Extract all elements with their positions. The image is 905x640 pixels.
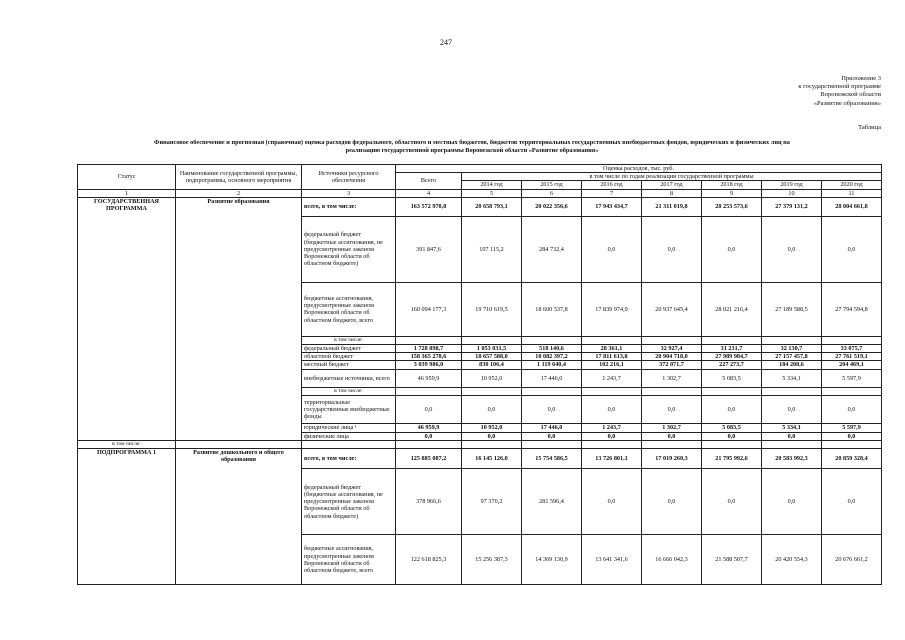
header-year: 2015 год (522, 181, 582, 189)
value-cell: 27 794 594,8 (822, 282, 882, 336)
empty-cell (396, 336, 462, 344)
header-year: 2014 год (462, 181, 522, 189)
value-cell: 830 106,4 (462, 361, 522, 369)
value-cell: 163 572 970,8 (396, 197, 462, 216)
source-cell: бюджетные ассигнования, предусмотренные законом Воронежской области об областном бюджете, всего (302, 282, 396, 336)
value-cell: 15 754 586,5 (522, 449, 582, 469)
value-cell: 0,0 (762, 395, 822, 423)
source-cell: федеральный бюджет (302, 345, 396, 353)
program-status: ГОСУДАРСТВЕННАЯ ПРОГРАММА (78, 197, 176, 440)
value-cell: 20 420 554,3 (762, 535, 822, 585)
source-cell: бюджетные ассигнования, предусмотренные законом Воронежской области об областном бюджете, всего (302, 535, 396, 585)
value-cell: 0,0 (462, 432, 522, 440)
empty-cell (396, 441, 462, 449)
value-cell: 5 597,9 (822, 369, 882, 387)
source-cell: федеральный бюджет (бюджетные ассигнования, не предусмотренные законом Воронежской области об областном бюджете) (302, 216, 396, 282)
header-year: 2019 год (762, 181, 822, 189)
value-cell: 5 334,1 (762, 423, 822, 432)
value-cell: 17 839 974,9 (582, 282, 642, 336)
value-cell: 13 641 341,6 (582, 535, 642, 585)
empty-cell (642, 441, 702, 449)
value-cell: 17 811 613,8 (582, 353, 642, 361)
value-cell: 20 022 356,6 (522, 197, 582, 216)
empty-cell (702, 441, 762, 449)
value-cell: 21 588 507,7 (702, 535, 762, 585)
value-cell: 19 710 619,5 (462, 282, 522, 336)
empty-cell (702, 387, 762, 395)
value-cell: 46 959,9 (396, 369, 462, 387)
value-cell: 391 847,6 (396, 216, 462, 282)
value-cell: 28 021 216,4 (702, 282, 762, 336)
value-cell: 13 726 801,1 (582, 449, 642, 469)
value-cell: 0,0 (702, 432, 762, 440)
value-cell: 0,0 (582, 216, 642, 282)
appendix-line: Воронежской области (820, 91, 881, 99)
program-name: Развитие образования (176, 197, 302, 440)
value-cell: 5 597,9 (822, 423, 882, 432)
value-cell: 5 334,1 (762, 369, 822, 387)
value-cell: 16 145 126,0 (462, 449, 522, 469)
value-cell: 0,0 (822, 216, 882, 282)
value-cell: 17 943 434,7 (582, 197, 642, 216)
value-cell: 0,0 (702, 469, 762, 535)
header-name: Наименование государственной программы, подпрограммы, основного мероприятия (176, 165, 302, 190)
value-cell: 107 115,2 (462, 216, 522, 282)
value-cell: 1 302,7 (642, 369, 702, 387)
value-cell: 17 446,0 (522, 369, 582, 387)
value-cell: 372 071,7 (642, 361, 702, 369)
empty-cell (582, 336, 642, 344)
value-cell: 18 082 397,2 (522, 353, 582, 361)
value-cell: 284 732,4 (522, 216, 582, 282)
value-cell: 27 989 984,7 (702, 353, 762, 361)
value-cell: 122 618 825,3 (396, 535, 462, 585)
value-cell: 0,0 (702, 216, 762, 282)
appendix-line: Приложение 3 (841, 75, 881, 82)
empty-cell (822, 336, 882, 344)
column-number: 5 (462, 189, 522, 197)
value-cell: 17 446,0 (522, 423, 582, 432)
source-cell: юридические лица ¹ (302, 423, 396, 432)
title-line: Финансовое обеспечение и прогнозная (справочная) оценка расходов федерального, областного и местных бюджетов, бюджетов территориальных государственных внебюджетных фондов, юридических и физических лиц на (154, 139, 790, 146)
value-cell: 31 231,7 (702, 345, 762, 353)
empty-cell (522, 387, 582, 395)
value-cell: 160 094 177,3 (396, 282, 462, 336)
source-cell: всего, в том числе: (302, 197, 396, 216)
source-cell: местный бюджет (302, 361, 396, 369)
value-cell: 0,0 (522, 395, 582, 423)
value-cell: 20 937 645,4 (642, 282, 702, 336)
empty-cell (762, 336, 822, 344)
empty-cell (522, 441, 582, 449)
value-cell: 0,0 (702, 395, 762, 423)
value-cell: 20 658 793,1 (462, 197, 522, 216)
appendix-line: «Развитие образования» (813, 99, 881, 107)
empty-cell (702, 336, 762, 344)
header-year: 2016 год (582, 181, 642, 189)
value-cell: 0,0 (762, 469, 822, 535)
value-cell: 18 657 588,0 (462, 353, 522, 361)
value-cell: 20 904 718,0 (642, 353, 702, 361)
value-cell: 1 053 031,5 (462, 345, 522, 353)
value-cell: 0,0 (762, 432, 822, 440)
value-cell: 0,0 (822, 469, 882, 535)
column-number: 9 (702, 189, 762, 197)
value-cell: 0,0 (582, 469, 642, 535)
column-number: 6 (522, 189, 582, 197)
empty-cell (462, 387, 522, 395)
header-year: 2018 год (702, 181, 762, 189)
value-cell: 102 216,1 (582, 361, 642, 369)
value-cell: 33 075,7 (822, 345, 882, 353)
page-number: 247 (440, 38, 452, 47)
value-cell: 27 189 588,5 (762, 282, 822, 336)
value-cell: 1 302,7 (642, 423, 702, 432)
value-cell: 10 952,0 (462, 369, 522, 387)
value-cell: 0,0 (582, 432, 642, 440)
empty-cell (396, 387, 462, 395)
appendix-note (798, 75, 881, 108)
header-by-years: в том числе по годам реализации государственной программы (462, 173, 882, 181)
header-total: Всего (396, 173, 462, 189)
in-that-number-label: в том числе: (302, 336, 396, 344)
value-cell: 0,0 (762, 216, 822, 282)
column-number: 8 (642, 189, 702, 197)
value-cell: 27 157 457,8 (762, 353, 822, 361)
title-line: реализацию государственной программы Воронежской области «Развитие образования» (345, 147, 599, 154)
value-cell: 27 379 131,2 (762, 197, 822, 216)
empty-cell (176, 441, 302, 449)
value-cell: 32 927,4 (642, 345, 702, 353)
value-cell: 0,0 (582, 395, 642, 423)
empty-cell (822, 387, 882, 395)
value-cell: 0,0 (822, 432, 882, 440)
value-cell: 204 469,1 (822, 361, 882, 369)
value-cell: 46 959,9 (396, 423, 462, 432)
value-cell: 20 583 992,3 (762, 449, 822, 469)
value-cell: 158 365 278,6 (396, 353, 462, 361)
empty-cell (582, 441, 642, 449)
subprogram-name: Развитие дошкольного и общего образования (176, 449, 302, 585)
value-cell: 0,0 (396, 432, 462, 440)
value-cell: 0,0 (642, 432, 702, 440)
column-number: 4 (396, 189, 462, 197)
source-cell: всего, в том числе: (302, 449, 396, 469)
empty-cell (462, 441, 522, 449)
empty-cell (762, 441, 822, 449)
in-that-number-label: в том числе: (302, 387, 396, 395)
source-cell: физические лица (302, 432, 396, 440)
value-cell: 5 083,5 (702, 423, 762, 432)
header-year: 2017 год (642, 181, 702, 189)
value-cell: 21 795 992,6 (702, 449, 762, 469)
value-cell: 0,0 (642, 469, 702, 535)
header-source: Источники ресурсного обеспечения (302, 165, 396, 190)
column-number: 7 (582, 189, 642, 197)
value-cell: 28 253 573,6 (702, 197, 762, 216)
value-cell: 1 119 640,4 (522, 361, 582, 369)
empty-cell (462, 336, 522, 344)
value-cell: 18 600 537,8 (522, 282, 582, 336)
value-cell: 0,0 (522, 432, 582, 440)
value-cell: 0,0 (642, 395, 702, 423)
value-cell: 1 243,7 (582, 369, 642, 387)
value-cell: 15 256 387,3 (462, 535, 522, 585)
source-cell: территориальные государственные внебюджетные фонды (302, 395, 396, 423)
column-number: 3 (302, 189, 396, 197)
source-cell: областной бюджет (302, 353, 396, 361)
source-cell: федеральный бюджет (бюджетные ассигнования, не предусмотренные законом Воронежской области об областном бюджете) (302, 469, 396, 535)
value-cell: 378 966,6 (396, 469, 462, 535)
value-cell: 3 039 986,0 (396, 361, 462, 369)
empty-cell (822, 441, 882, 449)
empty-cell (582, 387, 642, 395)
value-cell: 20 676 661,2 (822, 535, 882, 585)
column-number: 2 (176, 189, 302, 197)
value-cell: 0,0 (822, 395, 882, 423)
value-cell: 125 885 087,2 (396, 449, 462, 469)
header-status: Статус (78, 165, 176, 190)
value-cell: 0,0 (462, 395, 522, 423)
value-cell: 14 369 130,9 (522, 535, 582, 585)
in-that-number-label: в том числе: (78, 441, 176, 449)
value-cell: 518 140,6 (522, 345, 582, 353)
subprogram-status: ПОДПРОГРАММА 1 (78, 449, 176, 585)
column-number: 1 (78, 189, 176, 197)
value-cell: 21 311 019,8 (642, 197, 702, 216)
value-cell: 0,0 (642, 216, 702, 282)
financing-table (77, 164, 882, 585)
column-number: 10 (762, 189, 822, 197)
source-cell: внебюджетные источники, всего (302, 369, 396, 387)
appendix-line: к государственной программе (798, 83, 881, 91)
value-cell: 1 243,7 (582, 423, 642, 432)
empty-cell (642, 336, 702, 344)
value-cell: 0,0 (396, 395, 462, 423)
table-label: Таблица (858, 124, 881, 131)
value-cell: 17 019 260,3 (642, 449, 702, 469)
value-cell: 28 004 661,8 (822, 197, 882, 216)
empty-cell (522, 336, 582, 344)
empty-cell (762, 387, 822, 395)
empty-cell (302, 441, 396, 449)
empty-cell (642, 387, 702, 395)
header-year: 2020 год (822, 181, 882, 189)
value-cell: 16 666 042,3 (642, 535, 702, 585)
header-estimate: Оценка расходов, тыс. руб. (396, 165, 882, 173)
value-cell: 27 761 519,1 (822, 353, 882, 361)
value-cell: 227 273,7 (702, 361, 762, 369)
value-cell: 184 208,6 (762, 361, 822, 369)
value-cell: 281 596,4 (522, 469, 582, 535)
value-cell: 20 859 328,4 (822, 449, 882, 469)
value-cell: 32 130,7 (762, 345, 822, 353)
column-number: 11 (822, 189, 882, 197)
document-title (62, 139, 882, 155)
value-cell: 97 370,2 (462, 469, 522, 535)
value-cell: 10 952,0 (462, 423, 522, 432)
value-cell: 28 361,1 (582, 345, 642, 353)
value-cell: 1 728 898,7 (396, 345, 462, 353)
value-cell: 5 083,5 (702, 369, 762, 387)
